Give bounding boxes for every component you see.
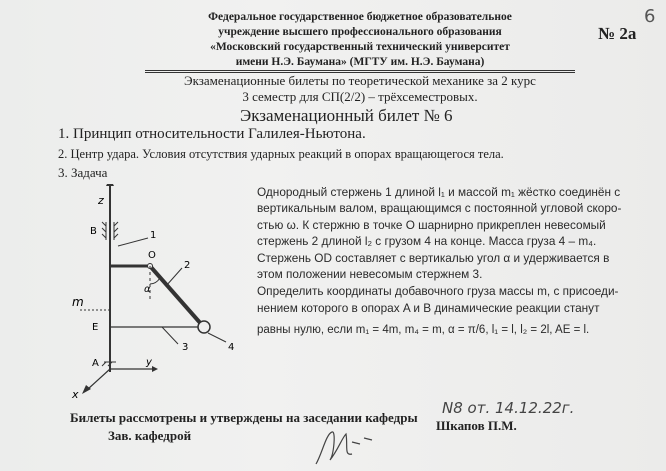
task-line-5: Стержень OD составляет с вертикалью угол α и удерживается в	[257, 251, 610, 265]
signature-image	[312, 424, 382, 468]
label-z: z	[98, 194, 104, 207]
ticket-code: № 2а	[598, 24, 637, 43]
header-line-1: Федеральное государственное бюджетное образовательное	[208, 11, 512, 23]
label-2: 2	[184, 260, 191, 271]
label-4: 4	[228, 342, 235, 353]
label-y: y	[146, 357, 152, 368]
ticket-title: Экзаменационный билет № 6	[240, 106, 453, 125]
corner-mark: 6	[644, 6, 656, 27]
label-b: B	[90, 226, 97, 237]
header-line-2: учреждение высшего профессионального образования	[218, 26, 502, 38]
subtitle-line-1: Экзаменационные билеты по теоретической механике за 2 курс	[184, 73, 536, 88]
subtitle-line-2: 3 семестр для СП(2/2) – трёхсеместровых.	[242, 89, 478, 104]
task-line-2: вертикальным валом, вращающимся с постоянной угловой скоро-	[257, 201, 622, 215]
question-2: 2. Центр удара. Условия отсутствия ударных реакций в опорах вращающегося тела.	[58, 147, 504, 161]
handwritten-meeting-note: N8 от. 14.12.22г.	[442, 399, 575, 417]
task-line-3: стью ω. К стержню в точке О шарнирно прикреплен невесомый	[257, 218, 606, 232]
label-m: m	[72, 295, 84, 309]
label-x: x	[72, 388, 79, 401]
task-line-1: Однородный стержень 1 длиной l₁ и массой m₁ жёстко соединён с	[257, 185, 621, 199]
task-line-7: Определить координаты добавочного груза массы m, с присоеди-	[257, 284, 619, 298]
label-alpha: α	[144, 284, 151, 295]
task-line-9: равны нулю, если m₁ = 4m, m₄ = m, α = π/6, l₁ = l, l₂ = 2l, AE = l.	[257, 324, 590, 336]
label-3: 3	[182, 342, 189, 353]
header-line-3: «Московский государственный технический университет	[210, 41, 510, 53]
task-line-6: этом положении невесомым стержнем 3.	[257, 267, 483, 281]
header-rule	[145, 70, 575, 71]
task-line-8: нением которого в опорах A и B динамические реакции станут	[257, 301, 600, 315]
task-line-4: стержень 2 длиной l₂ с грузом 4 на конце. Масса груза 4 – m₄.	[257, 234, 597, 248]
label-e: E	[92, 322, 99, 333]
label-1: 1	[150, 230, 157, 241]
header-line-4: имени Н.Э. Баумана» (МГТУ им. Н.Э. Баумана)	[235, 56, 485, 68]
question-3: 3. Задача	[58, 165, 108, 180]
footer-head-title: Зав. кафедрой	[108, 428, 192, 443]
question-1: 1. Принцип относительности Галилея-Ньютона.	[58, 126, 366, 142]
label-a: A	[92, 358, 99, 369]
footer-head-name: Шкапов П.М.	[436, 418, 517, 433]
footer-approval: Билеты рассмотрены и утверждены на заседании кафедры	[70, 410, 418, 425]
label-o: O	[148, 250, 156, 261]
mechanism-diagram	[66, 184, 256, 404]
